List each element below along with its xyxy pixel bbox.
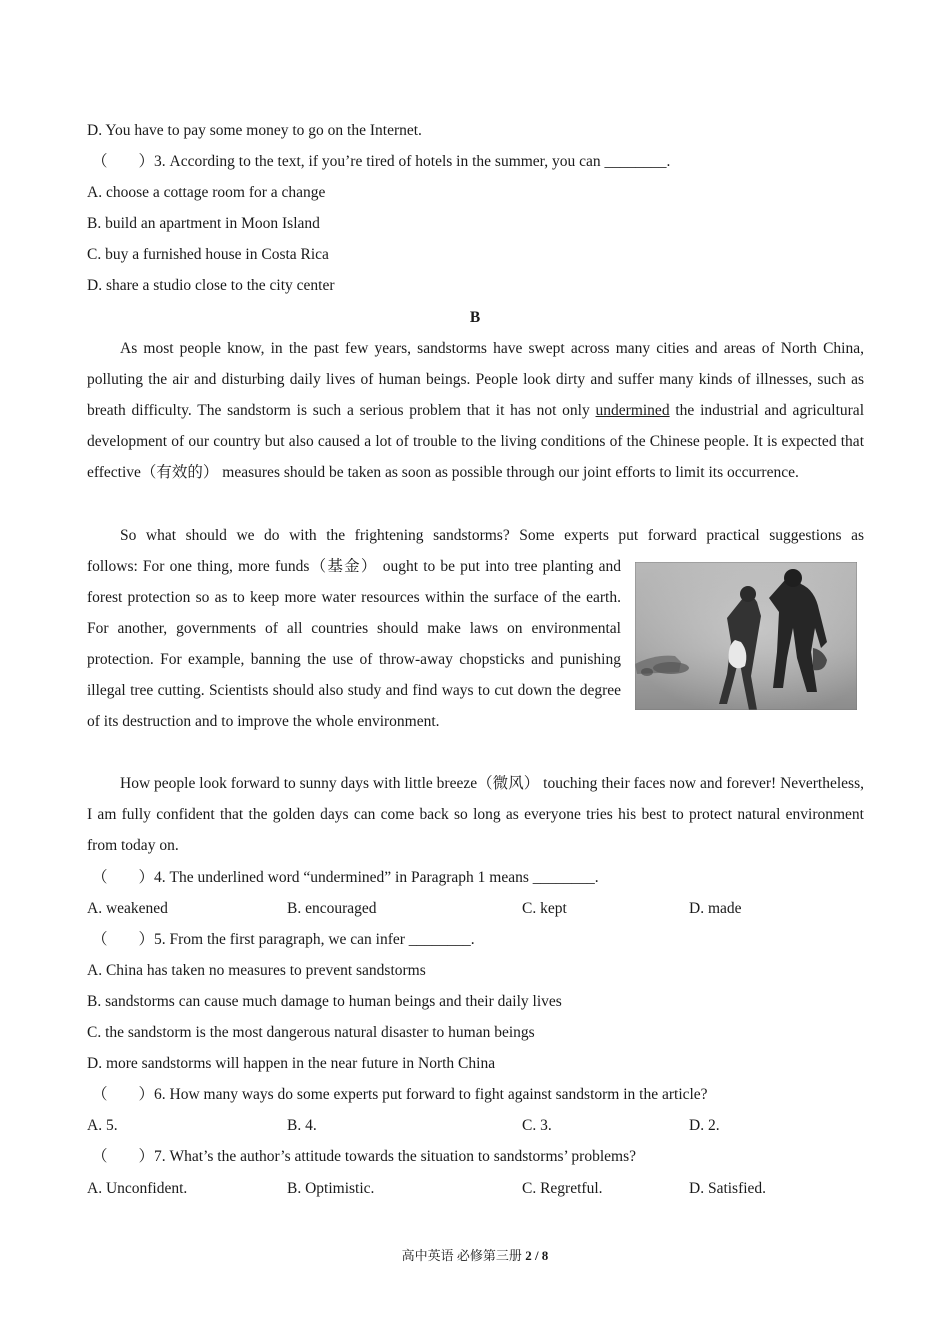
q5-option-a: A. China has taken no measures to prevent sandstorms bbox=[87, 962, 426, 979]
q5-option-c: C. the sandstorm is the most dangerous natural disaster to human beings bbox=[87, 1024, 535, 1041]
q6-option-c: C. 3. bbox=[522, 1117, 552, 1134]
q3-option-d: D. share a studio close to the city center bbox=[87, 277, 335, 294]
q4-option-d: D. made bbox=[689, 900, 742, 917]
footer-title: 高中英语 必修第三册 bbox=[401, 1248, 522, 1263]
q6-option-a: A. 5. bbox=[87, 1117, 118, 1134]
q6-option-b: B. 4. bbox=[287, 1117, 317, 1134]
q7-option-d: D. Satisfied. bbox=[689, 1180, 767, 1197]
q7-option-a: A. Unconfident. bbox=[87, 1180, 188, 1197]
section-heading: B bbox=[469, 309, 481, 326]
q2-option-d: D. You have to pay some money to go on the Internet. bbox=[87, 122, 422, 139]
q3-stem: （ ）3. According to the text, if you’re tired of hotels in the summer, you can ________. bbox=[92, 153, 671, 170]
p1-text-after: the industrial and agricultural development of our country but also caused a lot of trouble to the living conditions of the Chinese people. It is expected that effective（有效的） measures should be taken as soon as possible through our joint efforts to limit its occurrence. bbox=[87, 402, 864, 481]
q5-option-b: B. sandstorms can cause much damage to human beings and their daily lives bbox=[87, 993, 562, 1010]
q3-option-c: C. buy a furnished house in Costa Rica bbox=[87, 246, 329, 263]
page-footer bbox=[0, 1246, 950, 1266]
page-number: 2 / 8 bbox=[525, 1248, 549, 1263]
q3-option-b: B. build an apartment in Moon Island bbox=[87, 215, 320, 232]
q6-stem: （ ）6. How many ways do some experts put forward to fight against sandstorm in the article? bbox=[92, 1086, 708, 1103]
q5-stem: （ ）5. From the first paragraph, we can infer ________. bbox=[92, 931, 475, 948]
q7-option-b: B. Optimistic. bbox=[287, 1180, 375, 1197]
q4-option-b: B. encouraged bbox=[287, 900, 377, 917]
q4-stem: （ ）4. The underlined word “undermined” in Paragraph 1 means ________. bbox=[92, 869, 599, 886]
q5-option-d: D. more sandstorms will happen in the near future in North China bbox=[87, 1055, 496, 1072]
q4-option-a: A. weakened bbox=[87, 900, 168, 917]
passage-paragraph-2: follows: For one thing, more funds（基金） ought to be put into tree planting and forest protection so as to keep more water resources within the surface of the earth. For another, governments of all countries should make laws on environmental protection. For example, banning the use of throw-away chopsticks and punishing illegal tree cutting. Scientists should also study and find ways to cut down the degree of its destruction and to improve the whole environment. bbox=[87, 558, 621, 730]
q3-option-a: A. choose a cottage room for a change bbox=[87, 184, 326, 201]
q7-option-c: C. Regretful. bbox=[522, 1180, 603, 1197]
passage-paragraph-2-first-line: So what should we do with the frightening sandstorms? Some experts put forward practical suggestions as bbox=[120, 527, 864, 544]
sandstorm-photo bbox=[635, 562, 857, 710]
passage-paragraph-3: How people look forward to sunny days with little breeze（微风） touching their faces now and forever! Nevertheless, I am fully confident that the golden days can come back so long as everyone tries his best to protect natural environment from today on. bbox=[87, 775, 864, 854]
q6-option-d: D. 2. bbox=[689, 1117, 720, 1134]
passage-paragraph-1 bbox=[87, 333, 864, 488]
q4-option-c: C. kept bbox=[522, 900, 567, 917]
underlined-word: undermined bbox=[595, 402, 670, 419]
q7-stem: （ ）7. What’s the author’s attitude towards the situation to sandstorms’ problems? bbox=[92, 1148, 636, 1165]
p1-text-before: As most people know, in the past few years, sandstorms have swept across many cities and areas of North China, polluting the air and disturbing daily lives of human beings. People look dirty and suffer many kinds of illnesses, such as breath difficulty. The sandstorm is such a serious problem that it has not only bbox=[87, 340, 864, 419]
